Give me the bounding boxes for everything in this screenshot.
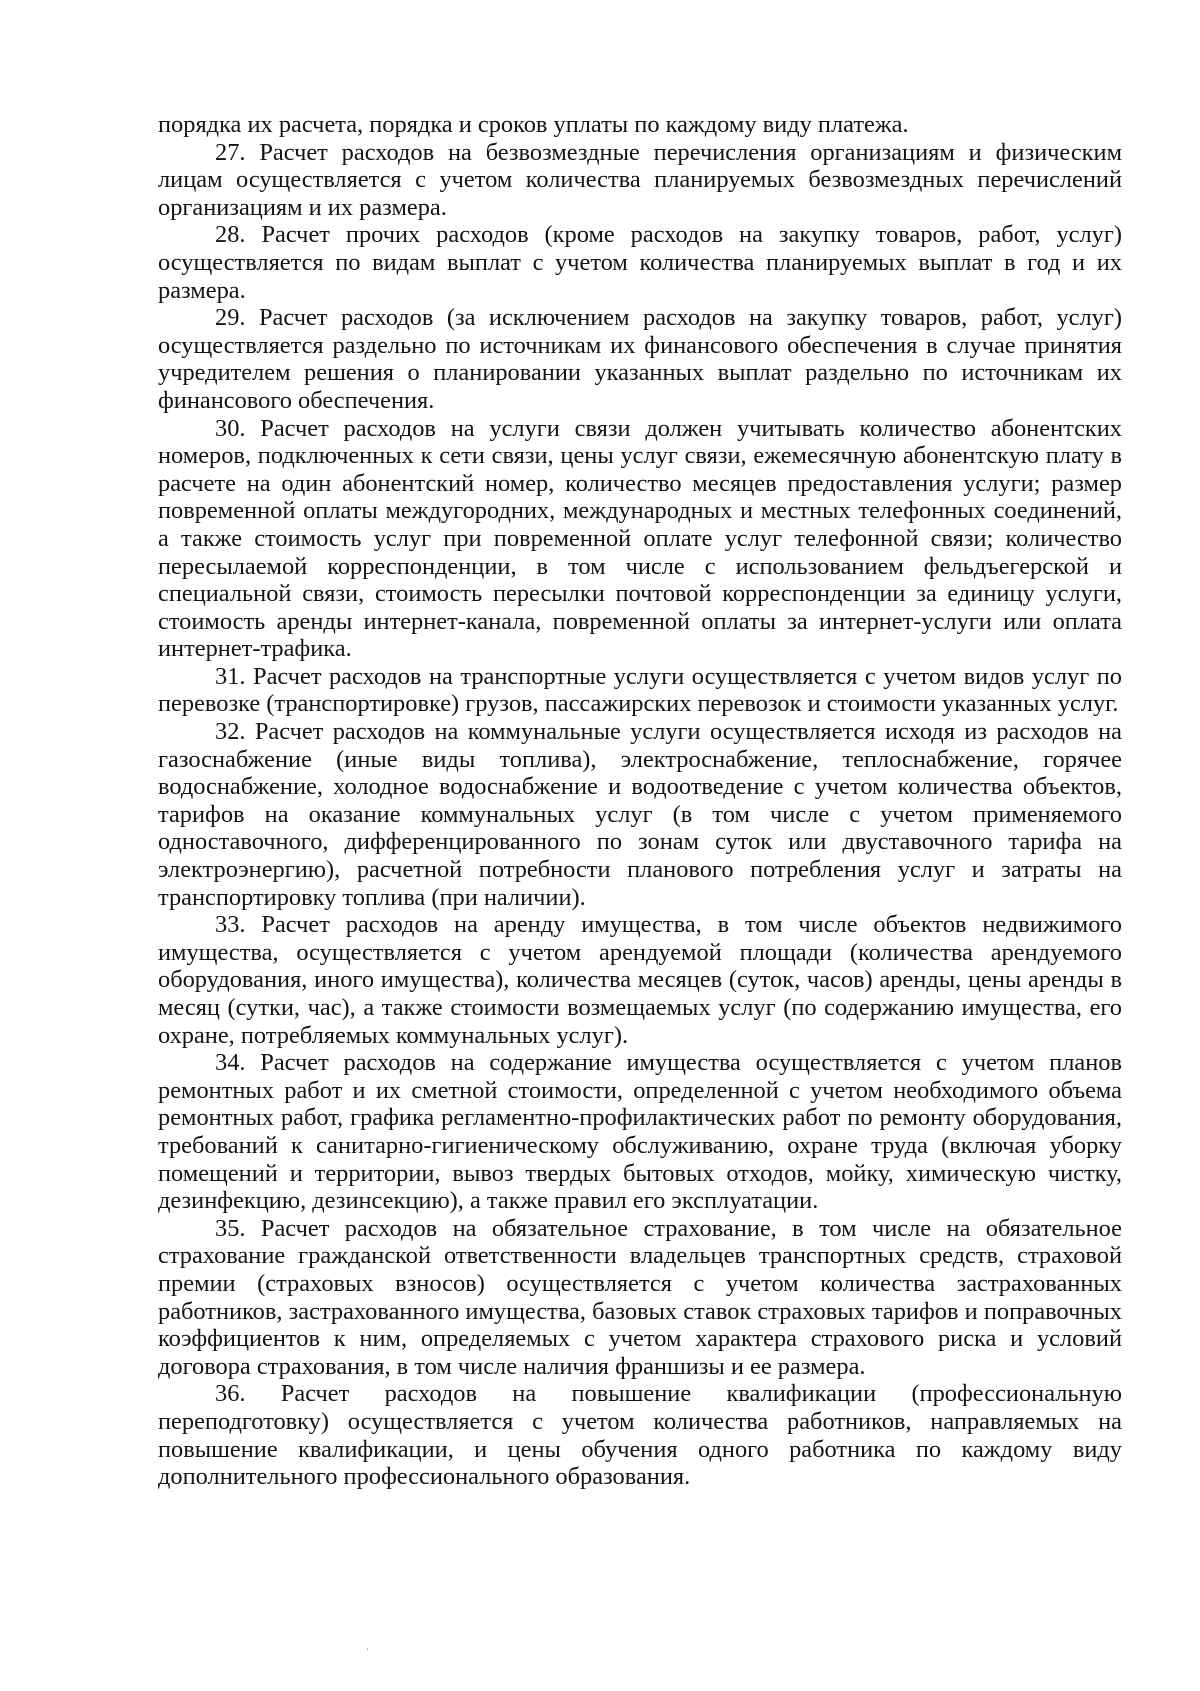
paragraph-item-31: 31. Расчет расходов на транспортные услуги осуществляется с учетом видов услуг по перевозке (транспортировке) грузов, пассажирских перевозок и стоимости указанных услуг. <box>158 662 1122 718</box>
paragraph-item-33: 33. Расчет расходов на аренду имущества, в том числе объектов недвижимого имущества, осуществляется с учетом арендуемой площади (количества арендуемого оборудования, иного имущества), количества месяцев (суток, часов) аренды, цены аренды в месяц (сутки, час), а также стоимости возмещаемых услуг (по содержанию имущества, его охране, потребляемых коммунальных услуг). <box>158 911 1122 1049</box>
paragraph-item-34: 34. Расчет расходов на содержание имущества осуществляется с учетом планов ремонтных работ и их сметной стоимости, определенной с учетом необходимого объема ремонтных работ, графика регламентно-профилактических работ по ремонту оборудования, требований к санитарно-гигиеническому обслуживанию, охране труда (включая уборку помещений и территории, вывоз твердых бытовых отходов, мойку, химическую чистку, дезинфекцию, дезинсекцию), а также правил его эксплуатации. <box>158 1049 1122 1215</box>
paragraph-continuation: порядка их расчета, порядка и сроков уплаты по каждому виду платежа. <box>158 111 909 138</box>
paragraph-item-28: 28. Расчет прочих расходов (кроме расходов на закупку товаров, работ, услуг) осуществляется по видам выплат с учетом количества планируемых выплат в год и их размера. <box>158 221 1122 304</box>
scan-speck <box>367 1648 368 1650</box>
paragraph-item-30: 30. Расчет расходов на услуги связи должен учитывать количество абонентских номеров, подключенных к сети связи, цены услуг связи, ежемесячную абонентскую плату в расчете на один абонентский номер, количество месяцев предоставления услуги; размер повременной оплаты междугородних, международных и местных телефонных соединений, а также стоимость услуг при повременной оплате услуг телефонной связи; количество пересылаемой корреспонденции, в том числе с использованием фельдъегерской и специальной связи, стоимость пересылки почтовой корреспонденции за единицу услуги, стоимость аренды интернет-канала, повременной оплаты за интернет-услуги или оплата интернет-трафика. <box>158 414 1122 663</box>
paragraph-item-27: 27. Расчет расходов на безвозмездные перечисления организациям и физическим лицам осуществляется с учетом количества планируемых безвозмездных перечислений организациям и их размера. <box>158 138 1122 221</box>
paragraph-item-35: 35. Расчет расходов на обязательное страхование, в том числе на обязательное страхование гражданской ответственности владельцев транспортных средств, страховой премии (страховых взносов) осуществляется с учетом количества застрахованных работников, застрахованного имущества, базовых ставок страховых тарифов и поправочных коэффициентов к ним, определяемых с учетом характера страхового риска и условий договора страхования, в том числе наличия франшизы и ее размера. <box>158 1214 1122 1380</box>
paragraph-item-32: 32. Расчет расходов на коммунальные услуги осуществляется исходя из расходов на газоснабжение (иные виды топлива), электроснабжение, теплоснабжение, горячее водоснабжение, холодное водоснабжение и водоотведение с учетом количества объектов, тарифов на оказание коммунальных услуг (в том числе с учетом применяемого одноставочного, дифференцированного по зонам суток или двуставочного тарифа на электроэнергию), расчетной потребности планового потребления услуг и затраты на транспортировку топлива (при наличии). <box>158 718 1122 911</box>
paragraph-item-29: 29. Расчет расходов (за исключением расходов на закупку товаров, работ, услуг) осуществляется раздельно по источникам их финансового обеспечения в случае принятия учредителем решения о планировании указанных выплат раздельно по источникам их финансового обеспечения. <box>158 304 1122 414</box>
document-body <box>158 111 1122 1491</box>
paragraph-item-36: 36. Расчет расходов на повышение квалификации (профессиональную переподготовку) осуществляется с учетом количества работников, направляемых на повышение квалификации, и цены обучения одного работника по каждому виду дополнительного профессионального образования. <box>158 1380 1122 1491</box>
